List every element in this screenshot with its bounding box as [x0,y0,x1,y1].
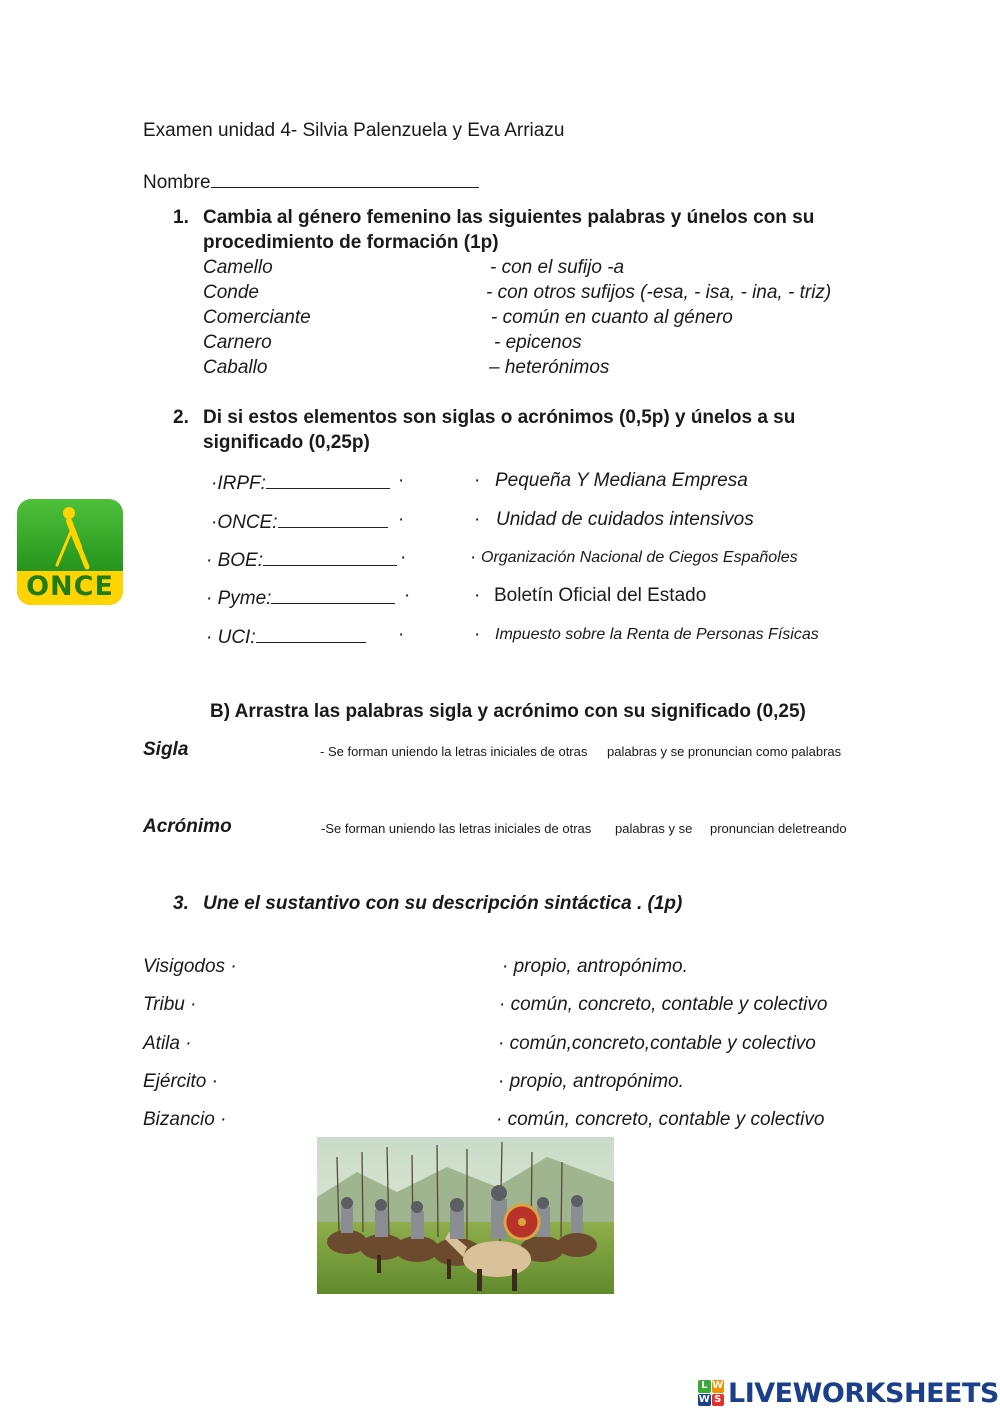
connector-dot[interactable]: · [404,585,411,606]
badge-letter: W [698,1393,710,1405]
once-logo-text: ONCE [26,571,114,602]
q1-word[interactable]: Carnero [203,332,272,353]
q2-term: · UCI: [206,627,256,648]
q1-procedure[interactable]: - con otros sufijos (-esa, - isa, - ina, - triz) [486,282,832,303]
q1-number: 1. [173,207,189,228]
q3-description[interactable]: · común,concreto,contable y colectivo [498,1033,816,1054]
q2-meaning: Unidad de cuidados intensivos [496,509,754,530]
q1-word[interactable]: Caballo [203,357,268,378]
q3-description[interactable]: · propio, antropónimo. [502,956,688,977]
badge-letter: L [698,1380,711,1393]
q2-term-row [211,509,388,534]
q2-answer-blank[interactable] [278,509,388,528]
definition-a: - Se forman uniendo la letras iniciales de otras [320,744,588,759]
connector-dot[interactable]: · [470,547,477,568]
q2-answer-blank[interactable] [271,585,395,604]
definition-a: -Se forman uniendo las letras iniciales de otras [321,821,592,836]
q3-description[interactable]: · propio, antropónimo. [498,1071,684,1092]
q2-meaning: Organización Nacional de Ciegos Españoles [481,549,798,566]
liveworksheets-brand [698,1376,999,1410]
q2-meaning: Boletín Oficial del Estado [494,585,707,606]
liveworksheets-wordmark: LIVEWORKSHEETS [728,1377,999,1409]
badge-letter: S [712,1394,725,1407]
q3-heading [173,893,682,915]
q1-word[interactable]: Camello [203,257,273,278]
q2-heading-line1 [173,407,795,429]
q3-title: Une el sustantivo con su descripción sintáctica . (1p) [203,893,683,914]
q1-word[interactable]: Conde [203,282,259,303]
q3-noun[interactable]: Tribu · [143,994,197,1015]
q2-answer-blank[interactable] [256,624,366,643]
q2-answer-blank[interactable] [263,547,397,566]
q1-heading-line1 [173,207,814,229]
q2-term-row [206,547,397,572]
q2-term-row [211,470,390,495]
q1-procedure[interactable]: - epicenos [494,332,582,353]
cavalry-illustration [317,1137,614,1294]
q3-noun[interactable]: Bizancio · [143,1109,227,1130]
q3-noun[interactable]: Atila · [143,1033,192,1054]
connector-dot[interactable]: · [474,470,481,491]
q2-answer-blank[interactable] [266,470,390,489]
q2-term-row [206,585,395,610]
q2-meaning: Pequeña Y Mediana Empresa [495,470,748,491]
blind-person-icon [17,499,123,579]
q3-number: 3. [173,893,189,914]
definition-b: palabras y se [615,821,693,836]
q2-title-line2: significado (0,25p) [203,432,370,453]
q1-title-line2: procedimiento de formación (1p) [203,232,499,253]
q3-description[interactable]: · común, concreto, contable y colectivo [499,994,828,1015]
q3-description[interactable]: · común, concreto, contable y colectivo [496,1109,825,1130]
definition-b: palabras y se pronuncian como palabras [607,744,842,759]
q3-noun[interactable]: Ejército · [143,1071,218,1092]
q3-noun[interactable]: Visigodos · [143,956,237,977]
q2-title-line1: Di si estos elementos son siglas o acrónimos (0,5p) y únelos a su [203,407,796,428]
badge-letter: W [712,1380,724,1391]
name-line [143,169,479,194]
connector-dot[interactable]: · [398,624,405,645]
cavalry-scene-drawing [317,1137,614,1294]
connector-dot[interactable]: · [398,470,405,491]
q2-term: · BOE: [206,550,264,571]
name-label: Nombre [143,172,211,193]
name-blank[interactable] [211,169,479,188]
partb-title: B) Arrastra las palabras sigla y acrónimo con su significado (0,25) [210,701,806,722]
connector-dot[interactable]: · [474,509,481,530]
q2-meaning: Impuesto sobre la Renta de Personas Físicas [495,626,819,643]
q1-procedure[interactable]: – heterónimos [489,357,610,378]
definition-c: pronuncian deletreando [710,821,847,836]
q2-number: 2. [173,407,189,428]
q2-term-row [206,624,366,649]
connector-dot[interactable]: · [400,547,407,568]
sigla-word[interactable]: Sigla [143,739,189,760]
q1-title-line1: Cambia al género femenino las siguientes palabras y únelos con su [203,207,815,228]
liveworksheets-badge-icon [698,1380,724,1406]
q1-procedure[interactable]: - con el sufijo -a [490,257,625,278]
acronimo-word[interactable]: Acrónimo [143,816,232,837]
q2-term: ·IRPF: [211,473,266,494]
connector-dot[interactable]: · [474,585,481,606]
connector-dot[interactable]: · [398,509,405,530]
exam-title: Examen unidad 4- Silvia Palenzuela y Eva Arriazu [143,120,565,141]
once-logo [17,499,123,605]
connector-dot[interactable]: · [474,624,481,645]
q2-term: · Pyme: [206,588,272,609]
q1-procedure[interactable]: - común en cuanto al género [491,307,733,328]
q1-word[interactable]: Comerciante [203,307,311,328]
q2-term: ·ONCE: [211,512,278,533]
